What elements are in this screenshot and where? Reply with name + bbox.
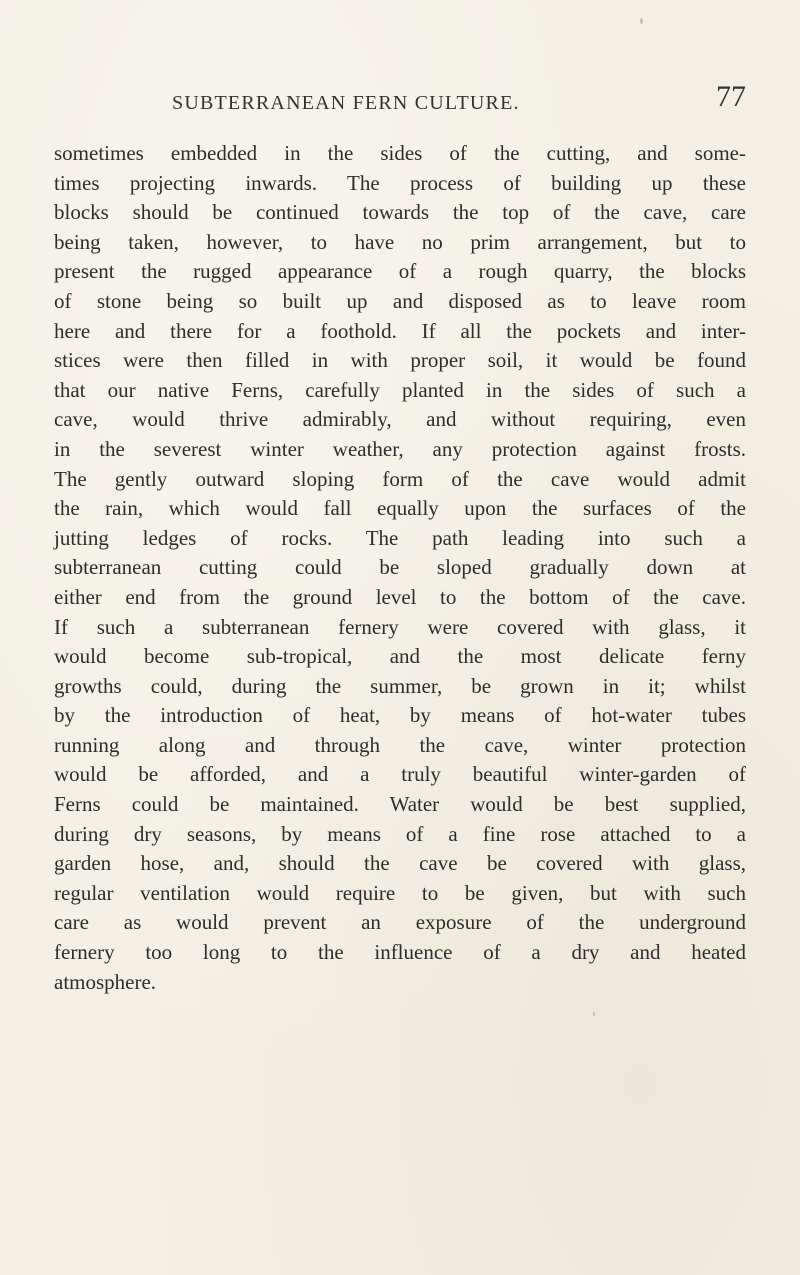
page-number: 77 xyxy=(716,80,746,113)
text-line: that our native Ferns, carefully planted in the sides of such a xyxy=(54,377,746,402)
text-line-last: atmosphere. xyxy=(54,969,157,994)
running-head xyxy=(54,80,746,120)
text-line: The gently outward sloping form of the cave would admit xyxy=(54,466,746,491)
text-line: during dry seasons, by means of a fine rose attached to a xyxy=(54,821,746,846)
text-line: subterranean cutting could be sloped gradually down at xyxy=(54,555,746,580)
text-line: being taken, however, to have no prim arrangement, but to xyxy=(54,229,746,254)
body-text xyxy=(54,139,746,997)
text-line: jutting ledges of rocks. The path leading into such a xyxy=(54,525,746,550)
text-line: stices were then filled in with proper soil, it would be found xyxy=(54,348,746,373)
text-line: in the severest winter weather, any protection against frosts. xyxy=(54,436,746,461)
text-line: garden hose, and, should the cave be covered with glass, xyxy=(54,851,746,876)
text-line: sometimes embedded in the sides of the cutting, and some- xyxy=(54,141,746,165)
text-line: present the rugged appearance of a rough quarry, the blocks xyxy=(54,259,746,284)
paper-speck xyxy=(593,1012,595,1016)
text-line: regular ventilation would require to be given, but with such xyxy=(54,880,746,905)
text-line: here and there for a foothold. If all the pockets and inter- xyxy=(54,318,746,343)
text-line: If such a subterranean fernery were covered with glass, it xyxy=(54,614,746,639)
text-line: running along and through the cave, winter protection xyxy=(54,732,746,757)
text-line: Ferns could be maintained. Water would be best supplied, xyxy=(54,792,746,817)
text-line: the rain, which would fall equally upon the surfaces of the xyxy=(54,496,746,521)
paper-speck xyxy=(640,18,643,24)
text-line: blocks should be continued towards the top of the cave, care xyxy=(54,200,746,225)
text-line: fernery too long to the influence of a dry and heated xyxy=(54,940,746,965)
running-head-title: SUBTERRANEAN FERN CULTURE. xyxy=(172,92,520,114)
text-line: cave, would thrive admirably, and without requiring, even xyxy=(54,407,746,432)
text-line: growths could, during the summer, be grown in it; whilst xyxy=(54,673,746,698)
text-line: care as would prevent an exposure of the underground xyxy=(54,910,746,935)
text-line: would become sub-tropical, and the most delicate ferny xyxy=(54,644,746,669)
text-line: of stone being so built up and disposed as to leave room xyxy=(54,288,746,313)
text-line: would be afforded, and a truly beautiful winter-garden of xyxy=(54,762,746,787)
text-line: either end from the ground level to the bottom of the cave. xyxy=(54,584,746,609)
text-line: by the introduction of heat, by means of hot-water tubes xyxy=(54,703,746,728)
text-line: times projecting inwards. The process of building up these xyxy=(54,170,746,195)
